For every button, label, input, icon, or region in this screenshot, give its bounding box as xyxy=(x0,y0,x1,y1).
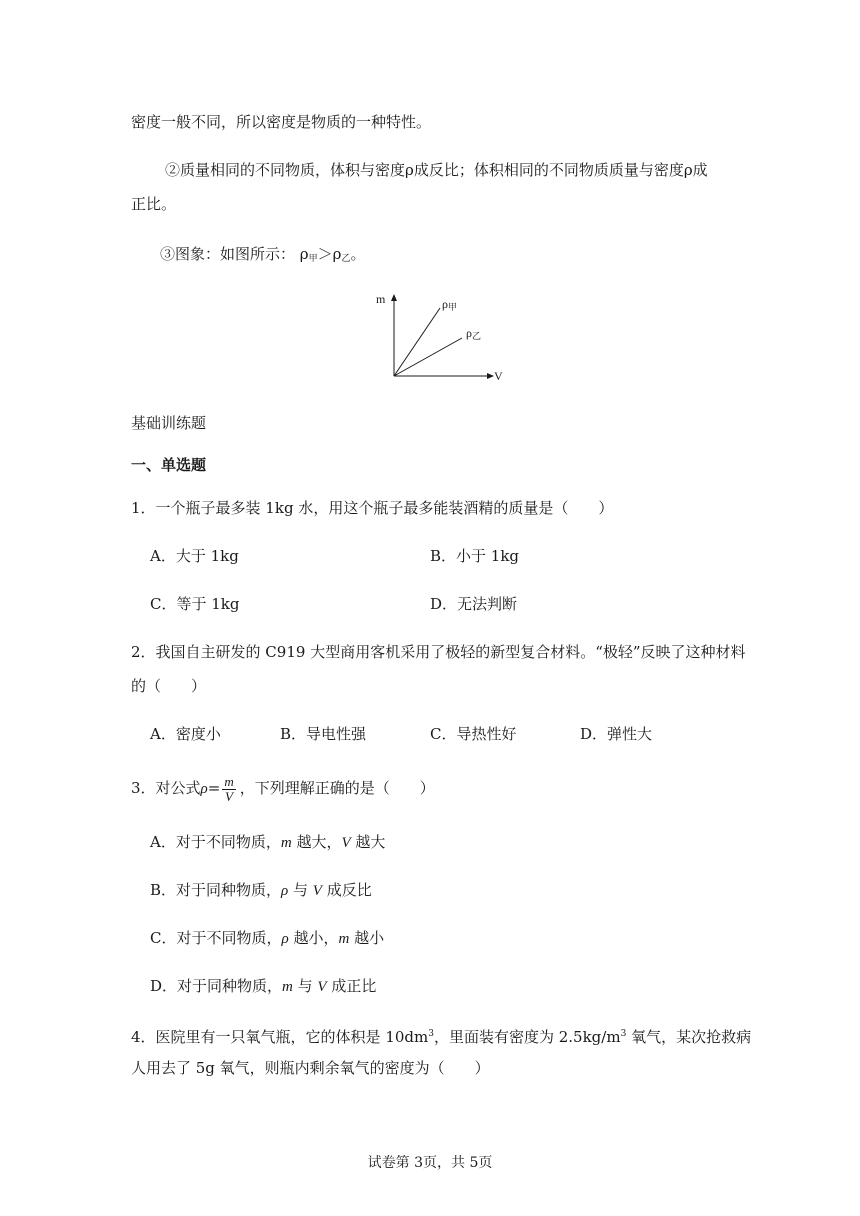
line-jia-label: $\rho_甲$ xyxy=(442,297,458,312)
intro-paragraph-2-line-1: ②质量相同的不同物质，体积与密度ρ成反比；体积相同的不同物质质量与密度ρ成 xyxy=(165,161,708,179)
line-yi xyxy=(394,338,462,376)
graph-intro-text: ③图象：如图所示： xyxy=(160,245,296,263)
question-1-option-b: B．小于 1kg xyxy=(430,547,520,565)
part-heading: 一、单选题 xyxy=(131,456,207,474)
question-2-option-b: B．导电性强 xyxy=(280,725,367,743)
question-2-option-d: D．弹性大 xyxy=(580,725,653,743)
question-4-stem-line-2: 人用去了 5g 氧气，则瓶内剩余氧气的密度为（ ） xyxy=(131,1059,490,1077)
period: 。 xyxy=(350,245,366,263)
rho-symbol: ρ xyxy=(332,245,342,263)
question-1-option-a: A．大于 1kg xyxy=(150,547,239,565)
question-2-stem-line-2: 的（ ） xyxy=(131,677,207,695)
rho-symbol: ρ xyxy=(299,245,309,263)
fraction-denominator: V xyxy=(225,788,233,804)
question-1-option-c: C．等于 1kg xyxy=(150,595,240,613)
question-2-option-c: C．导热性好 xyxy=(430,725,517,743)
intro-paragraph-1: 密度一般不同，所以密度是物质的一种特性。 xyxy=(131,113,432,131)
question-2-stem-line-1: 2．我国自主研发的 C919 大型商用客机采用了极轻的新型复合材料。“极轻”反映了这种材料 xyxy=(131,643,746,661)
y-axis-label: m xyxy=(376,292,386,306)
x-axis-arrow xyxy=(487,373,494,379)
subscript-jia: 甲 xyxy=(308,254,318,264)
page-footer: 试卷第 3页，共 5页 xyxy=(367,1155,493,1171)
question-1-option-d: D．无法判断 xyxy=(430,595,518,613)
formula-fraction xyxy=(222,775,235,804)
greater-than-sign: ＞ xyxy=(317,245,333,263)
line-yi-label: $\rho_乙$ xyxy=(466,326,482,341)
question-4-stem-line-1: 4．医院里有一只氧气瓶，它的体积是 $10dm^3$，里面装有密度为 $2.5kg/m^3$ 氧气，某次抢救病 xyxy=(131,1028,752,1046)
question-1-stem: 1．一个瓶子最多装 1kg 水，用这个瓶子最多能装酒精的质量是（ ） xyxy=(131,499,614,517)
question-3-option-a: A．对于不同物质，m 越大，V 越大 xyxy=(150,833,386,851)
question-3-option-b: B．对于同种物质，ρ 与 V 成反比 xyxy=(150,881,372,899)
subscript-yi: 乙 xyxy=(341,254,351,264)
section-heading: 基础训练题 xyxy=(131,414,207,432)
intro-paragraph-3 xyxy=(160,244,366,269)
question-3-suffix: ，下列理解正确的是（ ） xyxy=(239,779,435,797)
x-axis-label: V xyxy=(494,369,503,383)
question-3-prefix: 3．对公式 xyxy=(131,779,201,797)
question-3-option-d: D．对于同种物质，m 与 V 成正比 xyxy=(150,977,377,995)
formula-equals: = xyxy=(207,779,221,797)
y-axis-arrow xyxy=(391,294,397,301)
question-2-option-a: A．密度小 xyxy=(150,725,221,743)
fraction-numerator: m xyxy=(224,773,234,789)
question-3-stem xyxy=(131,770,435,807)
intro-paragraph-2-line-2: 正比。 xyxy=(131,195,177,213)
question-3-option-c: C．对于不同物质，ρ 越小，m 越小 xyxy=(150,929,385,947)
line-jia xyxy=(394,308,440,376)
density-graph xyxy=(370,288,510,384)
formula-rho: ρ xyxy=(200,781,208,797)
graph-axes-and-lines xyxy=(370,288,510,384)
